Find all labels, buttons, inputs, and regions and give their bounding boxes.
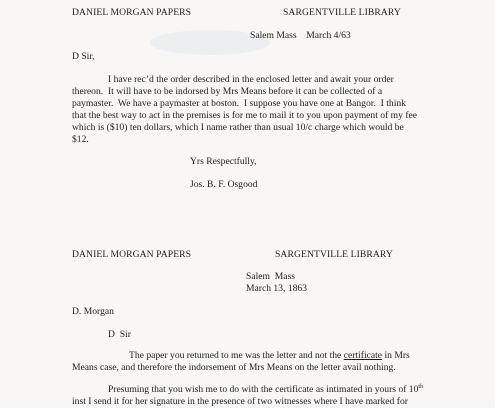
letter2-header-left: DANIEL MORGAN PAPERS (72, 249, 192, 260)
letter2-para2-line2: inst I send it for her signature in the presence of two witnesses where I have marked for (72, 396, 408, 407)
letter2-recipient: D. Morgan (72, 306, 114, 317)
letter2-para2-line1 (108, 384, 423, 396)
letter2-para1-text-end: in Mrs (382, 350, 410, 361)
letter1-closing: Yrs Respectfully, (190, 156, 257, 167)
letter2-certificate-word: certificate (343, 350, 383, 361)
letter2-para1-line2: Means case, and therefore the indorsement of Mrs Means on the letter avail nothing. (72, 362, 396, 373)
letter1-salutation: D Sir, (72, 51, 95, 62)
letter1-place-date: Salem Mass March 4/63 (250, 30, 351, 41)
letter1-body-line: thereon. It will have to be indorsed by Mrs Means before it can be collected of a (72, 86, 383, 97)
letter2-place: Salem Mass (246, 271, 296, 282)
letter1-body-line: paymaster. We have a paymaster at boston. I suppose you have one at Bangor. I think (72, 98, 406, 109)
letter1-body-line: I have rec’d the order described in the enclosed letter and await your order (108, 74, 394, 85)
letter2-para1-text: The paper you returned to me was the letter and not the (129, 350, 344, 361)
letter2-date: March 13, 1863 (246, 283, 308, 294)
letter1-header-left: DANIEL MORGAN PAPERS (72, 7, 192, 18)
letter1-body-line: that the best way to act in the premises is for me to mail it to you upon payment of my fee (72, 110, 418, 121)
letter2-para2-superscript: th (418, 383, 424, 390)
letter1-body-line: which is ($10) ten dollars, which I name rather than usual 10/c charge which would be (72, 122, 404, 133)
letter2-para2-text: Presuming that you wish me to do with the certificate as intimated in yours of 10 (108, 384, 419, 395)
letter2-para1-line1 (129, 350, 410, 362)
letter2-header-right: SARGENTVILLE LIBRARY (275, 249, 393, 260)
letter1-signature: Jos. B. F. Osgood (190, 179, 258, 190)
letter1-header-right: SARGENTVILLE LIBRARY (283, 7, 401, 18)
letter2-salutation: D Sir (108, 329, 131, 340)
letter1-body-line: $12. (72, 134, 89, 145)
